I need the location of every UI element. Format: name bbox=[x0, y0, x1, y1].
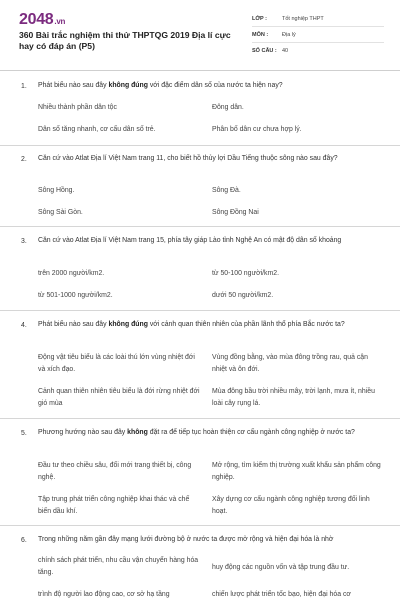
question-emphasis: không đúng bbox=[108, 321, 148, 328]
answer-option-b[interactable]: Đông dân. bbox=[212, 104, 244, 111]
question-text-part: với đặc điểm dân số của nước ta hiện nay? bbox=[147, 82, 283, 89]
question-number: 1. bbox=[21, 83, 27, 90]
question-number: 6. bbox=[21, 537, 27, 544]
document-header bbox=[0, 0, 400, 68]
meta-label: MÔN : bbox=[252, 31, 269, 38]
answer-option-b[interactable]: huy động các nguồn vốn và tập trung đầu tư. bbox=[212, 564, 350, 571]
answer-option-a[interactable]: Nhiều thành phần dân tộc bbox=[38, 104, 117, 111]
question-text-part: với cảnh quan thiên nhiên của phần lãnh thổ phía Bắc nước ta? bbox=[147, 321, 345, 328]
answer-option-c[interactable]: Tập trung phát triển công nghiệp khai thác và chế biến dầu khí. bbox=[38, 496, 190, 515]
answer-option-a[interactable]: trên 2000 người/km2. bbox=[38, 270, 105, 277]
answer-option-a[interactable]: chính sách phát triển, nhu cầu vận chuyển hàng hóa tăng. bbox=[38, 557, 199, 576]
meta-label: SỐ CÂU : bbox=[252, 48, 277, 54]
answer-option-c[interactable]: Sông Sài Gòn. bbox=[38, 209, 83, 216]
question-text-part: Trong những năm gần đây mạng lưới đường bộ ở nước ta được mở rộng và hiện đại hóa là nhờ bbox=[38, 536, 334, 543]
document-meta bbox=[252, 11, 384, 59]
answer-option-d[interactable]: Mùa đông bầu trời nhiều mây, trời lạnh, mưa ít, nhiều loài cây rụng lá. bbox=[212, 388, 375, 407]
question-divider bbox=[0, 525, 400, 526]
question-text-part: đặt ra để tiếp tục hoàn thiện cơ cấu ngành công nghiệp ở nước ta? bbox=[147, 429, 355, 436]
question-divider bbox=[0, 226, 400, 227]
question-text-part: Phương hướng nào sau đây bbox=[38, 429, 128, 436]
question-text bbox=[38, 534, 382, 546]
question-number: 4. bbox=[21, 322, 27, 329]
answer-option-c[interactable]: từ 501-1000 người/km2. bbox=[38, 292, 113, 299]
question-emphasis: không đúng bbox=[108, 82, 148, 89]
answer-option-a[interactable]: Động vật tiêu biểu là các loài thú lớn vùng nhiệt đới và xích đạo. bbox=[38, 354, 195, 373]
question-text bbox=[38, 153, 382, 165]
answer-option-b[interactable]: Vùng đồng bằng, vào mùa đông trồng rau, quả cận nhiệt và ôn đới. bbox=[212, 354, 368, 373]
header-divider bbox=[0, 70, 400, 71]
meta-value: 40 bbox=[282, 48, 289, 54]
answer-option-b[interactable]: Sông Đà. bbox=[212, 187, 241, 194]
question-divider bbox=[0, 145, 400, 146]
site-logo[interactable] bbox=[19, 11, 65, 29]
answer-option-c[interactable]: trình độ người lao động cao, cơ sở hạ tầng bbox=[38, 591, 170, 598]
answer-option-b[interactable]: Mở rộng, tìm kiếm thị trường xuất khẩu sản phẩm công nghiệp. bbox=[212, 462, 381, 481]
answer-option-a[interactable]: Sông Hồng. bbox=[38, 187, 75, 194]
question-number: 5. bbox=[21, 430, 27, 437]
question-text-part: Phát biểu nào sau đây bbox=[38, 82, 109, 89]
meta-value: Tốt nghiệp THPT bbox=[282, 15, 324, 22]
logo-suffix: .vn bbox=[54, 17, 66, 26]
answer-option-d[interactable]: dưới 50 người/km2. bbox=[212, 292, 274, 299]
meta-value: Địa lý bbox=[282, 31, 296, 38]
answer-option-c[interactable]: Dân số tăng nhanh, cơ cấu dân số trẻ. bbox=[38, 126, 156, 133]
answer-option-d[interactable]: Phân bố dân cư chưa hợp lý. bbox=[212, 126, 302, 133]
document-title: 360 Bài trắc nghiệm thi thử THPTQG 2019 Địa lí cực hay có đáp án (P5) bbox=[19, 30, 231, 51]
answer-option-c[interactable]: Cảnh quan thiên nhiên tiêu biểu là đới rừng nhiệt đới gió mùa bbox=[38, 388, 200, 407]
question-divider bbox=[0, 310, 400, 311]
answer-option-d[interactable]: Sông Đồng Nai bbox=[212, 209, 259, 216]
question-text bbox=[38, 235, 382, 247]
question-text bbox=[38, 319, 382, 331]
question-number: 3. bbox=[21, 238, 27, 245]
meta-label: LỚP : bbox=[252, 15, 267, 22]
answer-option-b[interactable]: từ 50-100 người/km2. bbox=[212, 270, 279, 277]
meta-row-class bbox=[252, 11, 384, 27]
answer-option-d[interactable]: Xây dựng cơ cấu ngành công nghiệp tương đối linh hoạt. bbox=[212, 496, 370, 515]
question-text-part: Căn cứ vào Atlat Địa lí Việt Nam trang 11, cho biết hồ thủy lợi Dầu Tiếng thuộc sông nào sau đây? bbox=[38, 155, 338, 162]
answer-option-a[interactable]: Đầu tư theo chiều sâu, đổi mới trang thiết bị, công nghệ. bbox=[38, 462, 192, 481]
meta-row-subject bbox=[252, 27, 384, 43]
question-text bbox=[38, 80, 382, 92]
meta-row-count bbox=[252, 43, 384, 59]
question-text-part: Căn cứ vào Atlat Địa lí Việt Nam trang 15, phía tây giáp Lào tỉnh Nghệ An có mật độ dân số khoảng bbox=[38, 237, 342, 244]
question-number: 2. bbox=[21, 156, 27, 163]
question-emphasis: không bbox=[127, 429, 148, 436]
answer-option-d[interactable]: chiến lược phát triển tốc bạo, hiện đại hóa cơ bbox=[212, 591, 351, 598]
question-text-part: Phát biểu nào sau đây bbox=[38, 321, 109, 328]
question-text bbox=[38, 427, 382, 439]
logo-main: 2048 bbox=[19, 11, 54, 28]
question-divider bbox=[0, 418, 400, 419]
